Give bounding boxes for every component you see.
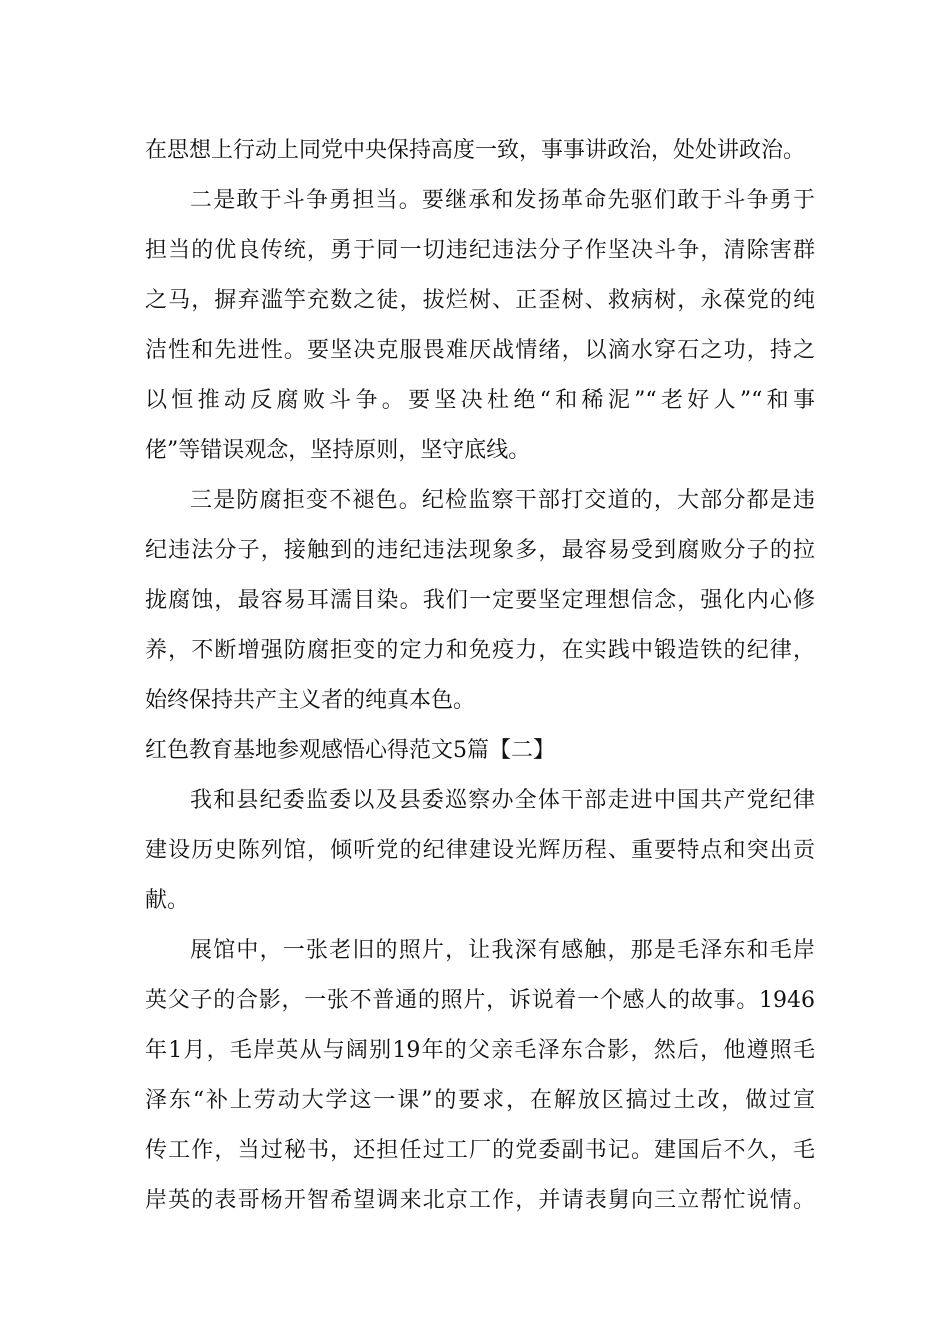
text-line: 始终保持共产主义者的纯真本色。 [145, 688, 476, 713]
text-line: 纪违法分子，接触到的违纪违法现象多，最容易受到腐败分子的拉 [145, 538, 815, 563]
text-line: 岸英的表哥杨开智希望调来北京工作，并请表舅向三立帮忙说情。 [145, 1188, 815, 1213]
paragraph-first-line: 二是敢于斗争勇担当。要继承和发扬革命先驱们敢于斗争勇于 [190, 188, 815, 213]
paragraph-first-line: 我和县纪委监委以及县委巡察办全体干部走进中国共产党纪律 [190, 788, 815, 813]
text-line: 担当的优良传统，勇于同一切违纪违法分子作坚决斗争，清除害群 [145, 238, 815, 263]
text-line: 以恒推动反腐败斗争。要坚决杜绝“和稀泥”“老好人”“和事 [145, 388, 815, 413]
text-line: 拢腐蚀，最容易耳濡目染。我们一定要坚定理想信念，强化内心修 [145, 588, 815, 613]
text-line: 之马，摒弃滥竽充数之徒，拔烂树、正歪树、救病树，永葆党的纯 [145, 288, 815, 313]
text-line: 洁性和先进性。要坚决克服畏难厌战情绪，以滴水穿石之功，持之 [145, 338, 815, 363]
text-line: 在思想上行动上同党中央保持高度一致，事事讲政治，处处讲政治。 [145, 138, 806, 163]
paragraph-first-line: 展馆中，一张老旧的照片，让我深有感触，那是毛泽东和毛岸 [190, 938, 815, 963]
paragraph-first-line: 三是防腐拒变不褪色。纪检监察干部打交道的，大部分都是违 [190, 488, 815, 513]
text-line: 英父子的合影，一张不普通的照片，诉说着一个感人的故事。1946 [145, 988, 815, 1013]
text-line: 建设历史陈列馆，倾听党的纪律建设光辉历程、重要特点和突出贡 [145, 838, 815, 863]
text-line: 献。 [145, 888, 190, 913]
text-line: 佬”等错误观念，坚持原则，坚守底线。 [145, 438, 531, 463]
section-heading: 红色教育基地参观感悟心得范文5篇【二】 [145, 738, 555, 763]
text-line: 传工作，当过秘书，还担任过工厂的党委副书记。建国后不久，毛 [145, 1138, 815, 1163]
text-line: 泽东“补上劳动大学这一课”的要求，在解放区搞过土改，做过宣 [145, 1088, 815, 1113]
text-line: 年1月，毛岸英从与阔别19年的父亲毛泽东合影，然后，他遵照毛 [145, 1038, 815, 1063]
text-line: 养，不断增强防腐拒变的定力和免疫力，在实践中锻造铁的纪律， [145, 638, 815, 663]
